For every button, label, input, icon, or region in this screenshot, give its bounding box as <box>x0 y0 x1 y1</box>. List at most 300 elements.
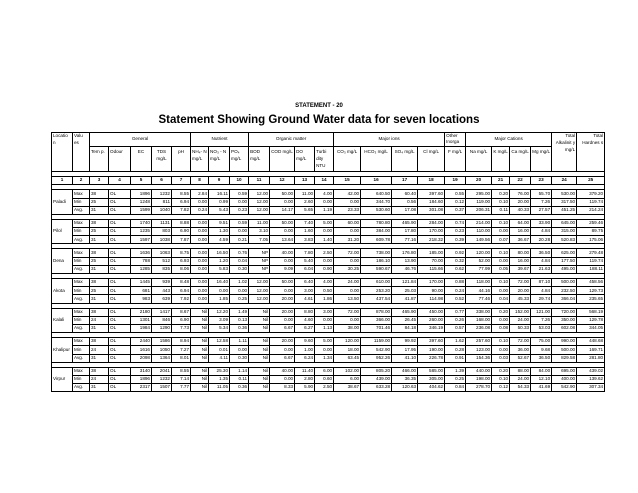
data-cell: 0.07 <box>492 236 510 244</box>
stat-label: Min <box>73 257 90 265</box>
data-cell: 5.40 <box>295 257 315 265</box>
column-number: 15 <box>334 176 361 185</box>
data-cell: 1235 <box>131 228 152 236</box>
data-cell: OL <box>109 249 131 257</box>
location-name: Paladi <box>52 190 73 215</box>
data-cell: 198.00 <box>466 375 492 383</box>
data-cell: 0.00 <box>270 257 295 265</box>
data-cell: OL <box>109 308 131 316</box>
data-cell: 0.00 <box>191 228 209 236</box>
location-name: Pilol <box>52 219 73 244</box>
data-cell: 590.67 <box>361 265 392 273</box>
data-cell: 8.33 <box>270 384 295 392</box>
data-cell: 465.90 <box>392 219 418 227</box>
table-row <box>52 279 605 287</box>
data-cell: 16.00 <box>510 228 531 236</box>
data-cell: 639 <box>152 295 172 303</box>
data-cell: 0.32 <box>445 257 466 265</box>
data-cell: 1984 <box>131 324 152 332</box>
data-cell: 119.74 <box>577 198 605 206</box>
data-cell: 2.80 <box>295 375 315 383</box>
column-number: 5 <box>131 176 152 185</box>
data-cell: 40.00 <box>270 249 295 257</box>
table-row <box>52 308 605 316</box>
data-cell: 0.60 <box>315 375 334 383</box>
data-cell: 1586 <box>152 338 172 346</box>
data-cell: 1.02 <box>230 279 249 287</box>
data-cell: 5.00 <box>315 338 334 346</box>
data-cell: 13.64 <box>270 236 295 244</box>
data-cell: 70.00 <box>418 257 445 265</box>
data-cell: 305.00 <box>418 375 445 383</box>
data-cell: 0.92 <box>445 249 466 257</box>
data-cell: 0.00 <box>270 346 295 354</box>
data-cell: 63.45 <box>334 354 361 362</box>
data-cell: 236.08 <box>466 324 492 332</box>
data-cell: 41.87 <box>392 295 418 303</box>
data-cell: 295.00 <box>466 190 492 198</box>
data-cell: 88.00 <box>510 367 531 375</box>
data-cell: 495.00 <box>552 265 577 273</box>
header-ca: Ca mg/L <box>510 146 531 171</box>
data-cell: 6.67 <box>270 354 295 362</box>
data-cell: 0.25 <box>445 375 466 383</box>
data-cell: OL <box>109 338 131 346</box>
column-number: 11 <box>249 176 270 185</box>
column-number: 24 <box>552 176 577 185</box>
data-cell: Nil <box>191 338 209 346</box>
column-number: 16 <box>361 176 392 185</box>
column-number: 8 <box>191 176 209 185</box>
data-cell: 7.05 <box>249 236 270 244</box>
data-cell: 4.59 <box>209 236 230 244</box>
data-cell: 1636 <box>131 249 152 257</box>
data-cell: 4.84 <box>531 228 552 236</box>
data-cell: 0.26 <box>445 316 466 324</box>
data-cell: 0.00 <box>270 375 295 383</box>
data-cell: 542.90 <box>552 384 577 392</box>
stat-label: Avg. <box>73 324 90 332</box>
stat-label: Avg. <box>73 236 90 244</box>
data-cell: 1232 <box>152 190 172 198</box>
data-cell: 9.60 <box>295 338 315 346</box>
data-cell: 0.00 <box>191 295 209 303</box>
header-odour: Odour <box>109 146 131 171</box>
data-cell: 585.00 <box>418 367 445 375</box>
data-cell: 301.08 <box>418 206 445 214</box>
data-cell: 3.10 <box>249 228 270 236</box>
data-cell: 835 <box>152 265 172 273</box>
data-cell: 1.85 <box>209 295 230 303</box>
table-row <box>52 190 605 198</box>
data-cell: 0.00 <box>191 198 209 206</box>
data-cell: 206.31 <box>466 206 492 214</box>
data-cell: 6.90 <box>172 316 191 324</box>
stat-label: Avg. <box>73 384 90 392</box>
data-cell: 443 <box>152 287 172 295</box>
data-cell: 185.00 <box>418 249 445 257</box>
data-cell: 366.04 <box>552 295 577 303</box>
stat-label: Max <box>73 367 90 375</box>
data-cell: 0.00 <box>191 279 209 287</box>
data-cell: 803 <box>152 228 172 236</box>
data-cell: 188.11 <box>577 265 605 273</box>
ground-water-table <box>51 132 605 392</box>
data-cell: OL <box>109 190 131 198</box>
header-nutrient: Nutrient <box>191 133 249 147</box>
data-cell: 4.00 <box>315 279 334 287</box>
data-cell: 281.80 <box>577 354 605 362</box>
data-cell: 983 <box>131 295 152 303</box>
data-cell: 1.34 <box>315 354 334 362</box>
data-cell: 120.00 <box>334 338 361 346</box>
data-cell: 8.55 <box>172 367 191 375</box>
table-row <box>52 375 605 383</box>
data-cell: 38 <box>90 338 109 346</box>
stat-label: Max <box>73 308 90 316</box>
data-cell: 114.98 <box>418 295 445 303</box>
data-cell: 8.55 <box>172 190 191 198</box>
data-cell: 50.33 <box>510 324 531 332</box>
header-major-cations: Major Cations <box>466 133 552 147</box>
data-cell: 0.00 <box>191 265 209 273</box>
data-cell: 466.00 <box>392 367 418 375</box>
data-cell: 38 <box>90 279 109 287</box>
data-cell: 0.00 <box>334 287 361 295</box>
data-cell: 40.00 <box>270 367 295 375</box>
data-cell: 42.00 <box>334 190 361 198</box>
data-cell: 1.40 <box>315 236 334 244</box>
data-cell: OL <box>109 367 131 375</box>
data-cell: 2.50 <box>315 384 334 392</box>
data-cell: 350.00 <box>552 316 577 324</box>
data-cell: 0.00 <box>492 346 510 354</box>
data-cell: 0.21 <box>230 236 249 244</box>
data-cell: 9.09 <box>270 265 295 273</box>
data-cell: 75.00 <box>531 338 552 346</box>
data-cell: 24.00 <box>510 375 531 383</box>
data-cell: 11.00 <box>249 219 270 227</box>
data-cell: 625.00 <box>552 249 577 257</box>
data-cell: 184.60 <box>418 198 445 206</box>
data-cell: NP <box>249 257 270 265</box>
data-cell: 110.00 <box>466 228 492 236</box>
header-major-ions: Major ions <box>334 133 445 147</box>
data-cell: 24.00 <box>510 316 531 324</box>
table-row <box>52 384 605 392</box>
data-cell: 0.00 <box>315 346 334 354</box>
column-number: 7 <box>172 176 191 185</box>
data-cell: 8.80 <box>295 308 315 316</box>
data-cell: 458.56 <box>577 279 605 287</box>
column-number: 23 <box>531 176 552 185</box>
data-cell: 0.90 <box>315 265 334 273</box>
data-cell: 20.00 <box>270 295 295 303</box>
data-cell: Nil <box>249 384 270 392</box>
data-cell: 1038 <box>152 236 172 244</box>
data-cell: OL <box>109 316 131 324</box>
data-cell: Nil <box>249 338 270 346</box>
data-cell: 829.58 <box>552 354 577 362</box>
data-cell: 0.00 <box>270 228 295 236</box>
data-cell: 7.87 <box>172 236 191 244</box>
data-cell: 53.03 <box>531 324 552 332</box>
data-cell: 7.82 <box>172 206 191 214</box>
data-cell: 17.80 <box>392 228 418 236</box>
stat-label: Min <box>73 228 90 236</box>
header-turbidity: Turbi dity NTU <box>315 146 334 171</box>
header-ph: pH <box>172 146 191 171</box>
data-cell: 0.00 <box>191 287 209 295</box>
data-cell: 31 <box>90 324 109 332</box>
data-cell: 1050 <box>152 346 172 354</box>
data-cell: 50.00 <box>270 279 295 287</box>
stat-label: Avg. <box>73 354 90 362</box>
data-cell: 0.99 <box>209 198 230 206</box>
table-row <box>52 287 605 295</box>
data-cell: OL <box>109 375 131 383</box>
data-cell: 31 <box>90 354 109 362</box>
data-cell: 115.66 <box>418 265 445 273</box>
data-cell: 45.33 <box>510 295 531 303</box>
column-number: 19 <box>445 176 466 185</box>
data-cell: 7.26 <box>531 316 552 324</box>
data-cell: Nil <box>191 375 209 383</box>
table-row <box>52 228 605 236</box>
data-cell: 1.20 <box>209 257 230 265</box>
data-cell: 1290 <box>152 324 172 332</box>
header-do: DO mg/L <box>295 146 315 171</box>
column-number: 22 <box>510 176 531 185</box>
data-cell: 260.00 <box>418 316 445 324</box>
table-row <box>52 367 605 375</box>
stat-label: Min <box>73 375 90 383</box>
data-cell: 609.78 <box>361 236 392 244</box>
data-cell: Nil <box>191 346 209 354</box>
data-cell: 4.11 <box>209 354 230 362</box>
data-cell: 17.08 <box>392 206 418 214</box>
location-name: Kalali <box>52 308 73 333</box>
data-cell: 24 <box>90 346 109 354</box>
data-cell: 3.09 <box>209 316 230 324</box>
data-cell: 284.00 <box>418 219 445 227</box>
data-cell: 99.92 <box>392 338 418 346</box>
data-cell: 36.35 <box>392 375 418 383</box>
header-row-params <box>52 146 605 171</box>
data-cell: 520.83 <box>552 236 577 244</box>
data-cell: 0.55 <box>445 190 466 198</box>
data-cell: 16.40 <box>209 279 230 287</box>
data-cell: Nil <box>191 308 209 316</box>
data-cell: 24 <box>90 316 109 324</box>
data-cell: 38.67 <box>334 384 361 392</box>
data-cell: 2.60 <box>295 198 315 206</box>
data-cell: 253.20 <box>361 287 392 295</box>
data-cell: 404.62 <box>418 384 445 392</box>
data-cell: 0.37 <box>445 206 466 214</box>
data-cell: 7.26 <box>531 198 552 206</box>
data-cell: 7.27 <box>172 346 191 354</box>
data-cell: 36.50 <box>531 354 552 362</box>
data-cell: 952.26 <box>361 354 392 362</box>
data-cell: 76.00 <box>510 190 531 198</box>
data-cell: 4.84 <box>531 257 552 265</box>
table-row <box>52 265 605 273</box>
table-row <box>52 354 605 362</box>
header-other-inorganic: Other Inorga <box>445 133 466 147</box>
data-cell: 214.24 <box>577 206 605 214</box>
data-cell: 1445 <box>131 279 152 287</box>
data-cell: 1285 <box>131 265 152 273</box>
data-cell: 80.00 <box>510 249 531 257</box>
data-cell: 0.00 <box>492 257 510 265</box>
stat-label: Max <box>73 190 90 198</box>
data-cell: 1232 <box>152 375 172 383</box>
data-cell: 60.00 <box>334 219 361 227</box>
data-cell: 8.94 <box>172 338 191 346</box>
header-bod: BOD mg/L <box>249 146 270 171</box>
data-cell: 1.60 <box>295 228 315 236</box>
data-cell: 72.00 <box>334 249 361 257</box>
header-hco3: HCO₃ mg/L <box>361 146 392 171</box>
data-cell: 25 <box>90 228 109 236</box>
data-cell: 0.91 <box>445 354 466 362</box>
data-cell: 500.00 <box>552 346 577 354</box>
data-cell: 89.75 <box>577 228 605 236</box>
data-cell: 846 <box>152 316 172 324</box>
table-row <box>52 295 605 303</box>
data-cell: 6.00 <box>315 367 334 375</box>
data-cell: 0.00 <box>191 236 209 244</box>
data-cell: 175.06 <box>577 236 605 244</box>
data-cell: 0.10 <box>492 249 510 257</box>
data-cell: 1.35 <box>209 375 230 383</box>
data-cell: 0.20 <box>492 190 510 198</box>
data-cell: 38.00 <box>334 324 361 332</box>
header-ec: EC <box>131 146 152 171</box>
data-cell: 602.08 <box>552 324 577 332</box>
data-cell: 6.90 <box>172 228 191 236</box>
data-cell: 338.00 <box>466 308 492 316</box>
data-cell: Nil <box>191 367 209 375</box>
data-cell: 17.95 <box>392 346 418 354</box>
data-cell: 1417 <box>152 308 172 316</box>
data-cell: 129.73 <box>577 287 605 295</box>
data-cell: 0.00 <box>230 287 249 295</box>
data-cell: OL <box>109 346 131 354</box>
data-cell: 0.30 <box>230 354 249 362</box>
data-cell: 0.50 <box>315 287 334 295</box>
column-number-row <box>52 176 605 185</box>
data-cell: 102.00 <box>334 367 361 375</box>
page-title: Statement Showing Ground Water data for seven locations <box>158 114 480 126</box>
data-cell: Nil <box>249 316 270 324</box>
data-cell: 0.25 <box>230 295 249 303</box>
data-cell: 0.00 <box>492 287 510 295</box>
data-cell: 0.00 <box>230 346 249 354</box>
data-cell: 190.00 <box>418 346 445 354</box>
data-cell: 805.20 <box>361 367 392 375</box>
data-cell: 12.00 <box>249 198 270 206</box>
location-name: Akota <box>52 279 73 304</box>
data-cell: 0.00 <box>191 249 209 257</box>
data-cell: 0.30 <box>230 265 249 273</box>
data-cell: 0.00 <box>230 198 249 206</box>
data-cell: 0.00 <box>270 198 295 206</box>
data-cell: 0.20 <box>492 367 510 375</box>
data-cell: 30.25 <box>334 265 361 273</box>
data-cell: Nil <box>249 367 270 375</box>
data-cell: 0.24 <box>445 287 466 295</box>
column-number: 13 <box>295 176 315 185</box>
data-cell: 0.74 <box>445 219 466 227</box>
data-cell: 170.00 <box>418 279 445 287</box>
data-cell: 0.00 <box>315 198 334 206</box>
data-cell: 0.04 <box>492 295 510 303</box>
data-cell: 1063 <box>152 249 172 257</box>
column-number: 12 <box>270 176 295 185</box>
data-cell: 6.04 <box>295 265 315 273</box>
data-cell: 7.14 <box>172 375 191 383</box>
data-cell: 0.00 <box>270 287 295 295</box>
column-number: 2 <box>73 176 90 185</box>
header-co3: CO₃ mg/L <box>334 146 361 171</box>
data-cell: 8.01 <box>172 354 191 362</box>
data-cell: 50.00 <box>270 190 295 198</box>
data-cell: 0.00 <box>334 257 361 265</box>
data-cell: 500.00 <box>552 279 577 287</box>
data-cell: 31.20 <box>334 236 361 244</box>
column-number: 25 <box>577 176 605 185</box>
data-cell: 31 <box>90 206 109 214</box>
stat-label: Max <box>73 338 90 346</box>
column-number: 20 <box>466 176 492 185</box>
data-cell: 0.28 <box>445 346 466 354</box>
data-cell: 0.23 <box>445 228 466 236</box>
data-cell: 41.10 <box>392 354 418 362</box>
table-row <box>52 324 605 332</box>
data-cell: 38 <box>90 367 109 375</box>
column-number: 4 <box>109 176 131 185</box>
data-cell: 3.00 <box>315 308 334 316</box>
data-cell: 2041 <box>152 367 172 375</box>
data-cell: 186.10 <box>361 257 392 265</box>
stat-label: Max <box>73 219 90 227</box>
data-cell: 4.61 <box>295 295 315 303</box>
data-cell: 990.00 <box>552 338 577 346</box>
data-cell: 6.94 <box>172 198 191 206</box>
data-cell: 0.20 <box>492 308 510 316</box>
data-cell: 52.00 <box>466 257 492 265</box>
header-no3: NO₃ - N mg/L <box>209 146 230 171</box>
data-cell: OL <box>109 384 131 392</box>
data-cell: 681 <box>131 287 152 295</box>
data-cell: 279.48 <box>577 249 605 257</box>
data-cell: 121.84 <box>392 279 418 287</box>
data-cell: 0.62 <box>445 265 466 273</box>
data-cell: 23.33 <box>334 206 361 214</box>
data-cell: 346.19 <box>418 324 445 332</box>
data-cell: 400.00 <box>552 375 577 383</box>
data-cell: 1301 <box>131 316 152 324</box>
stat-label: Min <box>73 198 90 206</box>
data-cell: 12.00 <box>249 287 270 295</box>
data-cell: 0.00 <box>334 316 361 324</box>
data-cell: 610.00 <box>361 279 392 287</box>
data-cell: 8.06 <box>172 265 191 273</box>
table-row <box>52 338 605 346</box>
stat-label: Max <box>73 249 90 257</box>
